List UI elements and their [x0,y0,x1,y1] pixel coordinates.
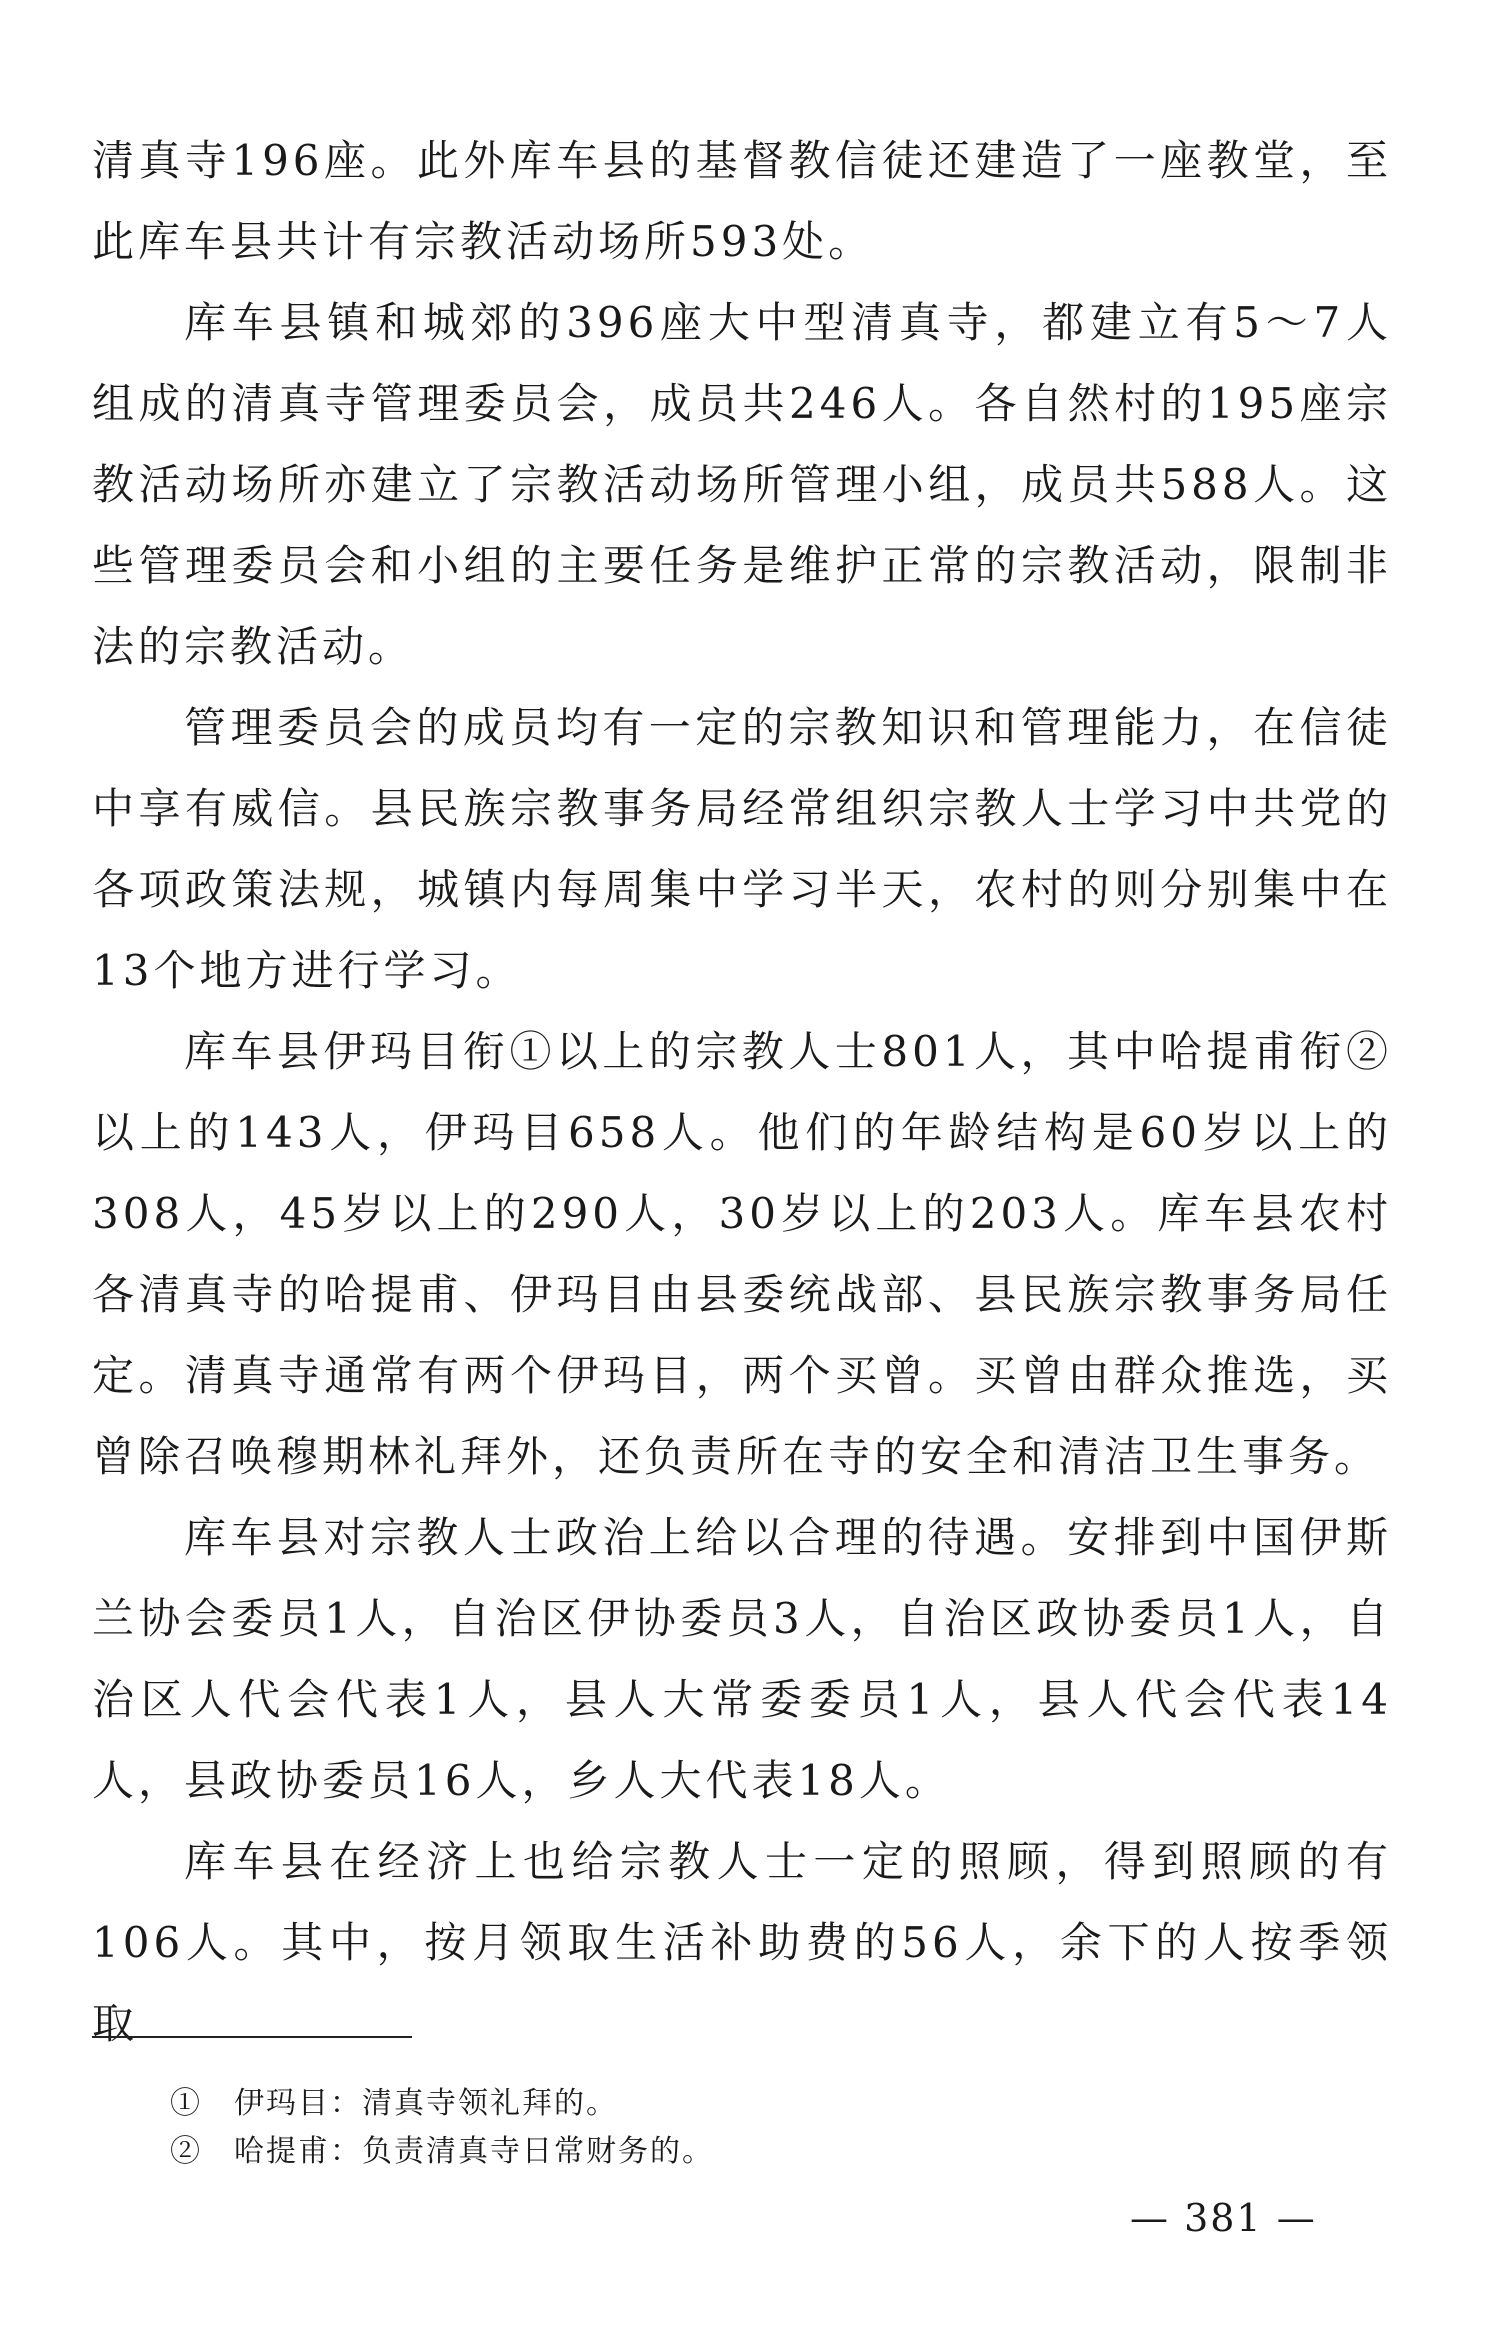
paragraph: 库车县对宗教人士政治上给以合理的待遇。安排到中国伊斯兰协会委员1人，自治区伊协委员3人，自治区政协委员1人，自治区人代会代表1人，县人大常委委员1人，县人代会代表14人，县政协委员16人，乡人大代表18人。 [92,1513,1392,1805]
page-body [92,120,1392,2064]
paragraph: 库车县镇和城郊的396座大中型清真寺，都建立有5～7人组成的清真寺管理委员会，成员共246人。各自然村的195座宗教活动场所亦建立了宗教活动场所管理小组，成员共588人。这些管理委员会和小组的主要任务是维护正常的宗教活动，限制非法的宗教活动。 [92,298,1392,671]
footnote: ① 伊玛目：清真寺领礼拜的。 [170,2086,618,2121]
footnote-divider [92,2036,412,2038]
paragraph: 库车县伊玛目衔①以上的宗教人士801人，其中哈提甫衔②以上的143人，伊玛目658人。他们的年龄结构是60岁以上的308人，45岁以上的290人，30岁以上的203人。库车县农村各清真寺的哈提甫、伊玛目由县委统战部、县民族宗教事务局任定。清真寺通常有两个伊玛目，两个买曾。买曾由群众推选，买曾除召唤穆期林礼拜外，还负责所在寺的安全和清洁卫生事务。 [92,1027,1392,1481]
page-number: — 381 — [1130,2196,1317,2240]
footnote: ② 哈提甫：负责清真寺日常财务的。 [170,2134,714,2169]
paragraph: 库车县在经济上也给宗教人士一定的照顾，得到照顾的有106人。其中，按月领取生活补助费的56人，余下的人按季领取 [92,1837,1392,2048]
paragraph: 清真寺196座。此外库车县的基督教信徒还建造了一座教堂，至此库车县共计有宗教活动场所593处。 [92,136,1392,266]
footnotes [170,2080,1320,2176]
paragraph: 管理委员会的成员均有一定的宗教知识和管理能力，在信徒中享有威信。县民族宗教事务局经常组织宗教人士学习中共党的各项政策法规，城镇内每周集中学习半天，农村的则分别集中在13个地方进行学习。 [92,703,1392,995]
